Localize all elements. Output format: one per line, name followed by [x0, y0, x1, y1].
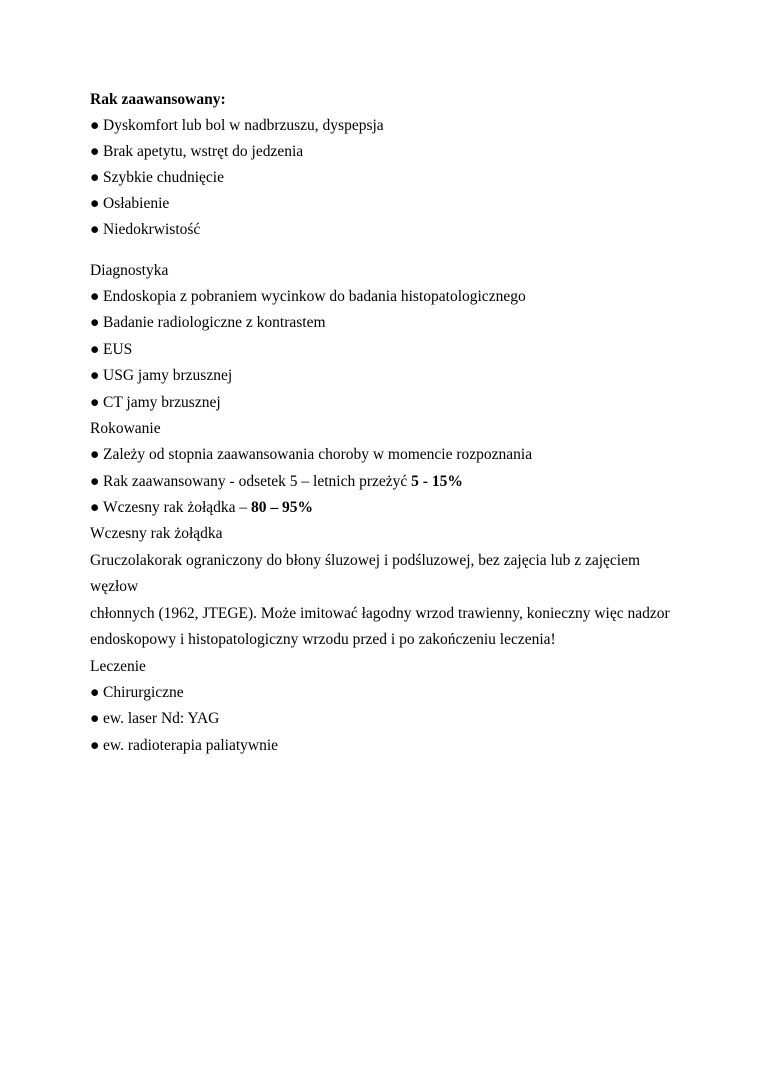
list-item: ● Badanie radiologiczne z kontrastem	[90, 314, 326, 331]
list-item: ● Rak zaawansowany - odsetek 5 – letnich przeżyć 5 - 15%	[90, 473, 463, 490]
paragraph-line: węzłow	[90, 578, 139, 595]
list-item: ● Wczesny rak żołądka – 80 – 95%	[90, 499, 314, 516]
prognosis-heading: Rokowanie	[90, 420, 161, 437]
treatment-heading: Leczenie	[90, 658, 146, 675]
paragraph-line: chłonnych (1962, JTEGE). Może imitować łagodny wrzod trawienny, konieczny więc nadzor	[90, 605, 670, 622]
list-item: ● Brak apetytu, wstręt do jedzenia	[90, 143, 304, 160]
diagnostics-heading: Diagnostyka	[90, 262, 169, 279]
list-item: ● ew. radioterapia paliatywnie	[90, 737, 279, 754]
list-item: ● EUS	[90, 341, 133, 358]
list-item: ● Osłabienie	[90, 195, 170, 212]
list-item: ● ew. laser Nd: YAG	[90, 710, 220, 727]
early-heading: Wczesny rak żołądka	[90, 525, 223, 542]
paragraph-line: endoskopowy i histopatologiczny wrzodu przed i po zakończeniu leczenia!	[90, 631, 556, 648]
list-item: ● Endoskopia z pobraniem wycinkow do badania histopatologicznego	[90, 288, 526, 305]
list-item: ● CT jamy brzusznej	[90, 394, 221, 411]
list-item: ● Szybkie chudnięcie	[90, 169, 224, 186]
list-item: ● Niedokrwistość	[90, 221, 201, 238]
list-item: ● Zależy od stopnia zaawansowania choroby w momencie rozpoznania	[90, 446, 533, 463]
list-item: ● Chirurgiczne	[90, 684, 184, 701]
list-item: ● Dyskomfort lub bol w nadbrzuszu, dyspepsja	[90, 117, 384, 134]
paragraph-line: Gruczolakorak ograniczony do błony śluzowej i podśluzowej, bez zajęcia lub z zajęciem	[90, 552, 641, 569]
list-item: ● USG jamy brzusznej	[90, 367, 233, 384]
advanced-heading: Rak zaawansowany:	[90, 91, 226, 108]
